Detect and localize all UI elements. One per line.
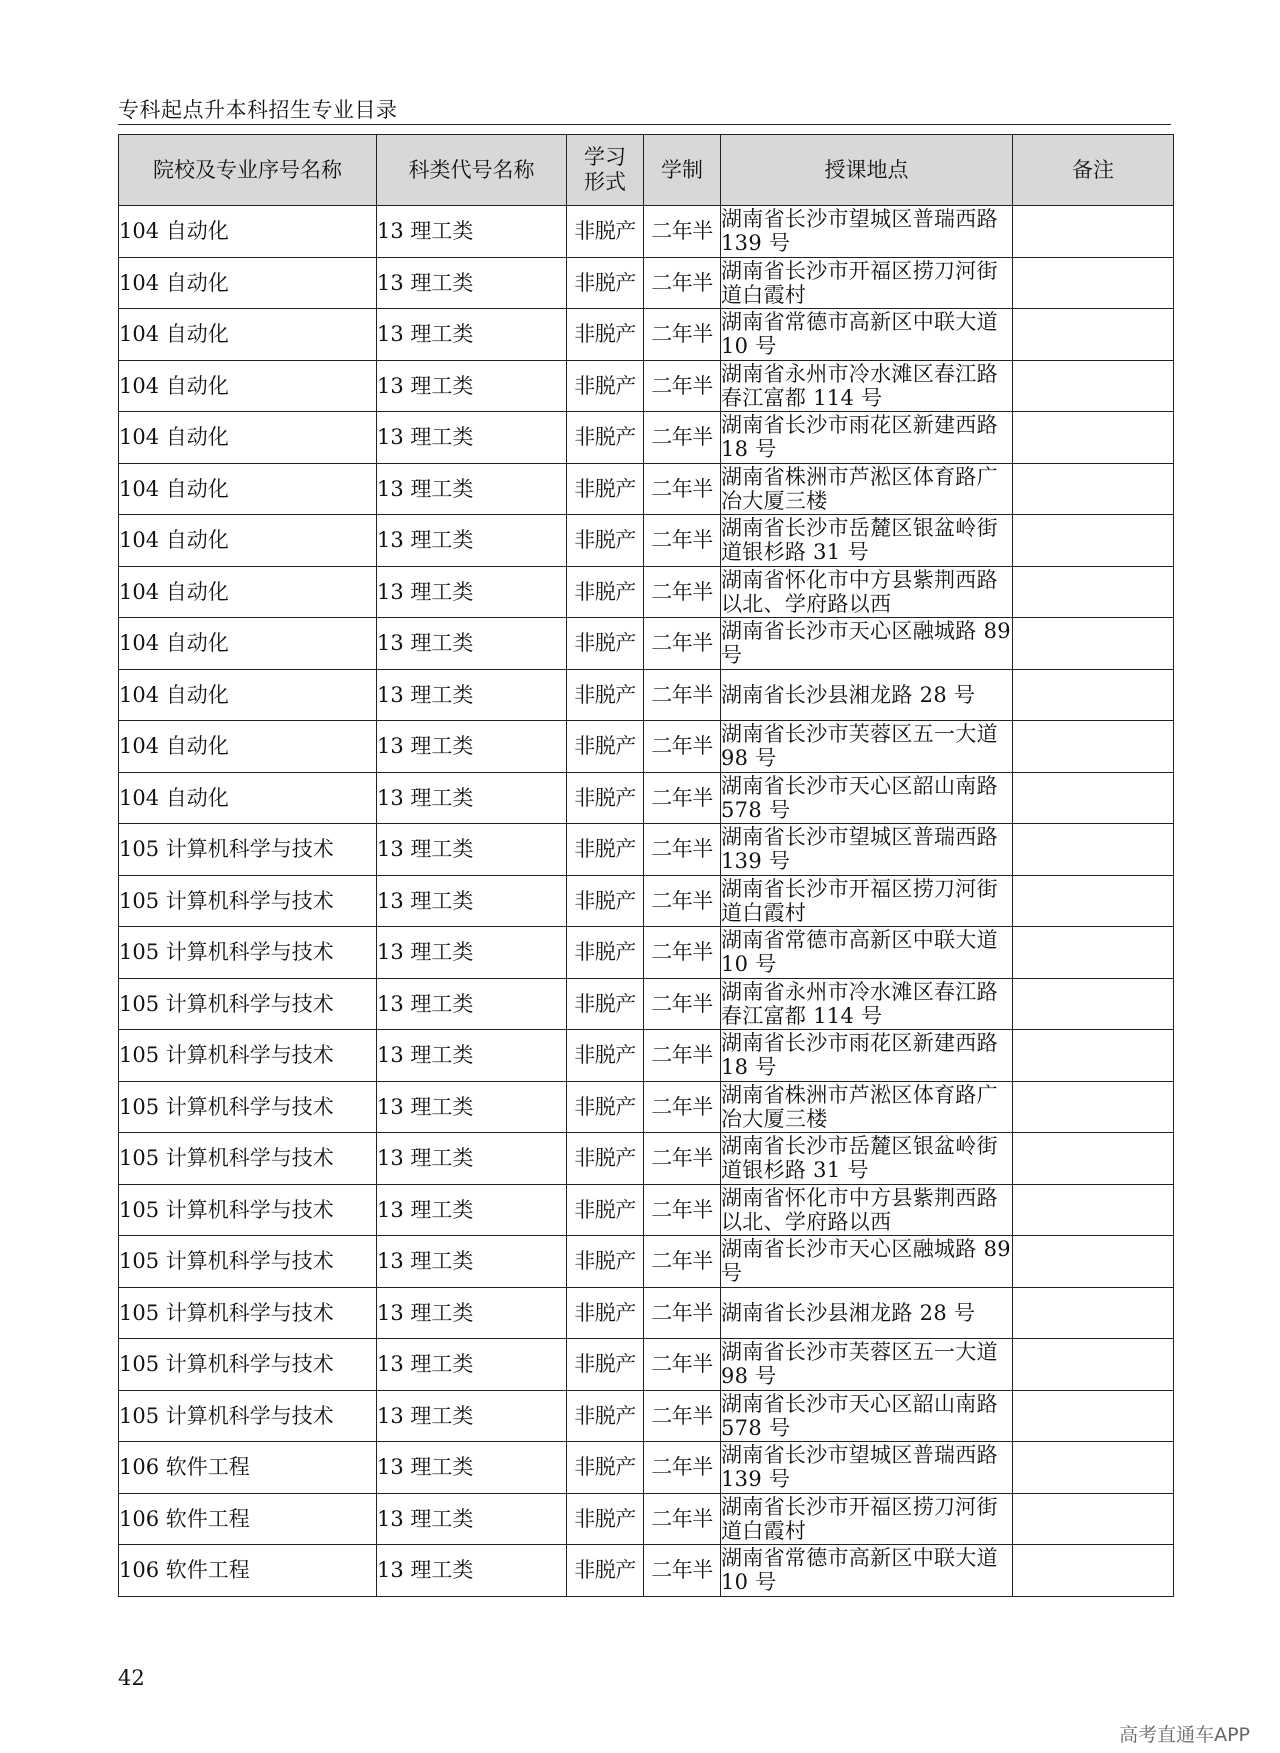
table-row (119, 875, 1174, 927)
cell-duration: 二年半 (644, 1184, 721, 1236)
table-body (119, 206, 1174, 1597)
cell-location: 湖南省长沙市天心区融城路 89 号 (721, 1237, 1011, 1286)
cell-major: 104 自动化 (119, 566, 377, 618)
cell-note (1013, 772, 1174, 824)
cell-location: 湖南省长沙市开福区捞刀河街道白霞村 (721, 1493, 1013, 1545)
cell-major: 105 计算机科学与技术 (119, 1287, 377, 1339)
cell-duration: 二年半 (644, 1030, 721, 1082)
cell-category: 13 理工类 (377, 463, 567, 515)
cell-location: 湖南省永州市冷水滩区春江路春江富都 114 号 (721, 978, 1013, 1030)
cell-duration: 二年半 (644, 309, 721, 361)
cell-form: 非脱产 (567, 515, 644, 567)
cell-form: 非脱产 (567, 978, 644, 1030)
cell-location: 湖南省常德市高新区中联大道 10 号 (721, 1545, 1013, 1597)
cell-major: 105 计算机科学与技术 (119, 1390, 377, 1442)
header-rule (118, 124, 1171, 125)
cell-note (1013, 875, 1174, 927)
col-header-duration: 学制 (644, 135, 721, 206)
cell-note (1013, 824, 1174, 876)
cell-location: 湖南省长沙县湘龙路 28 号 (721, 669, 1013, 721)
cell-note (1013, 1030, 1174, 1082)
cell-major: 105 计算机科学与技术 (119, 1133, 377, 1185)
cell-duration: 二年半 (644, 1442, 721, 1494)
cell-category: 13 理工类 (377, 1081, 567, 1133)
cell-category: 13 理工类 (377, 927, 567, 979)
cell-major: 105 计算机科学与技术 (119, 1030, 377, 1082)
cell-major: 105 计算机科学与技术 (119, 1236, 377, 1288)
cell-form: 非脱产 (567, 309, 644, 361)
table-row (119, 463, 1174, 515)
cell-note (1013, 257, 1174, 309)
table-row (119, 618, 1174, 670)
cell-note (1013, 412, 1174, 464)
cell-category: 13 理工类 (377, 1545, 567, 1597)
cell-category: 13 理工类 (377, 1236, 567, 1288)
watermark: 高考直通车APP (1119, 1724, 1250, 1746)
cell-duration: 二年半 (644, 1081, 721, 1133)
cell-note (1013, 1287, 1174, 1339)
cell-form: 非脱产 (567, 1030, 644, 1082)
col-header-category: 科类代号名称 (377, 135, 567, 206)
cell-note (1013, 1184, 1174, 1236)
cell-duration: 二年半 (644, 1545, 721, 1597)
cell-note (1013, 463, 1174, 515)
cell-category: 13 理工类 (377, 1184, 567, 1236)
cell-form: 非脱产 (567, 463, 644, 515)
table-row (119, 1133, 1174, 1185)
cell-note (1013, 1236, 1174, 1288)
cell-form: 非脱产 (567, 1442, 644, 1494)
cell-major: 105 计算机科学与技术 (119, 1081, 377, 1133)
cell-location: 湖南省怀化市中方县紫荆西路以北、学府路以西 (721, 1184, 1013, 1236)
cell-location: 湖南省长沙市望城区普瑞西路 139 号 (721, 206, 1013, 258)
cell-duration: 二年半 (644, 463, 721, 515)
cell-major: 105 计算机科学与技术 (119, 1184, 377, 1236)
cell-note (1013, 721, 1174, 773)
cell-duration: 二年半 (644, 1493, 721, 1545)
cell-category: 13 理工类 (377, 1442, 567, 1494)
table-row (119, 1339, 1174, 1391)
cell-form: 非脱产 (567, 824, 644, 876)
cell-category: 13 理工类 (377, 566, 567, 618)
cell-duration: 二年半 (644, 1287, 721, 1339)
table-row (119, 1287, 1174, 1339)
cell-category: 13 理工类 (377, 360, 567, 412)
cell-location: 湖南省长沙市岳麓区银盆岭街道银杉路 31 号 (721, 1133, 1013, 1185)
table-row (119, 1030, 1174, 1082)
cell-duration: 二年半 (644, 721, 721, 773)
cell-location: 湖南省常德市高新区中联大道 10 号 (721, 309, 1013, 361)
cell-form: 非脱产 (567, 1184, 644, 1236)
cell-major: 104 自动化 (119, 515, 377, 567)
cell-location: 湖南省株洲市芦淞区体育路广冶大厦三楼 (721, 1081, 1013, 1133)
cell-major: 106 软件工程 (119, 1442, 377, 1494)
cell-category: 13 理工类 (377, 669, 567, 721)
table-row (119, 1442, 1174, 1494)
cell-category: 13 理工类 (377, 1493, 567, 1545)
cell-major: 104 自动化 (119, 257, 377, 309)
cell-category: 13 理工类 (377, 978, 567, 1030)
cell-location: 湖南省长沙市望城区普瑞西路 139 号 (721, 1442, 1013, 1494)
cell-category: 13 理工类 (377, 824, 567, 876)
cell-duration: 二年半 (644, 618, 721, 670)
cell-note (1013, 1339, 1174, 1391)
cell-form: 非脱产 (567, 1493, 644, 1545)
table-row (119, 978, 1174, 1030)
cell-major: 104 自动化 (119, 669, 377, 721)
cell-duration: 二年半 (644, 515, 721, 567)
cell-note (1013, 927, 1174, 979)
cell-category: 13 理工类 (377, 618, 567, 670)
cell-note (1013, 978, 1174, 1030)
table-row (119, 1081, 1174, 1133)
cell-form: 非脱产 (567, 206, 644, 258)
cell-location: 湖南省长沙市天心区韶山南路 578 号 (721, 1390, 1013, 1442)
table-row (119, 824, 1174, 876)
cell-category: 13 理工类 (377, 206, 567, 258)
cell-category: 13 理工类 (377, 772, 567, 824)
catalog-table (118, 134, 1174, 1597)
cell-location: 湖南省长沙市开福区捞刀河街道白霞村 (721, 875, 1013, 927)
cell-location: 湖南省株洲市芦淞区体育路广冶大厦三楼 (721, 463, 1013, 515)
cell-category: 13 理工类 (377, 1339, 567, 1391)
cell-location: 湖南省长沙市岳麓区银盆岭街道银杉路 31 号 (721, 515, 1013, 567)
cell-form: 非脱产 (567, 1133, 644, 1185)
cell-duration: 二年半 (644, 257, 721, 309)
cell-note (1013, 309, 1174, 361)
cell-location: 湖南省长沙市天心区融城路 89 号 (721, 619, 1011, 668)
cell-major: 104 自动化 (119, 721, 377, 773)
cell-duration: 二年半 (644, 669, 721, 721)
cell-major: 106 软件工程 (119, 1545, 377, 1597)
table-row (119, 309, 1174, 361)
cell-location: 湖南省永州市冷水滩区春江路春江富都 114 号 (721, 360, 1013, 412)
cell-form: 非脱产 (567, 1390, 644, 1442)
table-header-row (119, 135, 1174, 206)
cell-major: 104 自动化 (119, 463, 377, 515)
table-row (119, 669, 1174, 721)
cell-duration: 二年半 (644, 1390, 721, 1442)
cell-form: 非脱产 (567, 566, 644, 618)
page-header-title: 专科起点升本科招生专业目录 (118, 98, 398, 122)
cell-category: 13 理工类 (377, 1390, 567, 1442)
cell-form: 非脱产 (567, 1081, 644, 1133)
cell-category: 13 理工类 (377, 721, 567, 773)
col-header-location: 授课地点 (721, 135, 1013, 206)
cell-category: 13 理工类 (377, 875, 567, 927)
table-row (119, 360, 1174, 412)
cell-note (1013, 360, 1174, 412)
cell-category: 13 理工类 (377, 1287, 567, 1339)
col-header-form: 学习 形式 (567, 135, 644, 206)
cell-form: 非脱产 (567, 927, 644, 979)
cell-location: 湖南省长沙市雨花区新建西路 18 号 (721, 412, 1013, 464)
cell-major: 104 自动化 (119, 360, 377, 412)
cell-duration: 二年半 (644, 875, 721, 927)
cell-note (1013, 515, 1174, 567)
cell-form: 非脱产 (567, 1287, 644, 1339)
table-row (119, 1493, 1174, 1545)
cell-form: 非脱产 (567, 360, 644, 412)
cell-category: 13 理工类 (377, 515, 567, 567)
cell-location: 湖南省长沙市望城区普瑞西路 139 号 (721, 824, 1013, 876)
cell-form: 非脱产 (567, 721, 644, 773)
cell-major: 105 计算机科学与技术 (119, 1339, 377, 1391)
cell-form: 非脱产 (567, 772, 644, 824)
cell-location: 湖南省长沙市芙蓉区五一大道 98 号 (721, 1339, 1013, 1391)
table-row (119, 721, 1174, 773)
cell-location: 湖南省长沙市雨花区新建西路 18 号 (721, 1030, 1013, 1082)
cell-major: 104 自动化 (119, 412, 377, 464)
cell-location: 湖南省长沙县湘龙路 28 号 (721, 1287, 1013, 1339)
cell-duration: 二年半 (644, 772, 721, 824)
cell-category: 13 理工类 (377, 257, 567, 309)
table-row (119, 1390, 1174, 1442)
cell-category: 13 理工类 (377, 1030, 567, 1082)
page-number: 42 (118, 1666, 145, 1690)
cell-note (1013, 566, 1174, 618)
cell-note (1013, 1493, 1174, 1545)
cell-form: 非脱产 (567, 1339, 644, 1391)
cell-major: 105 计算机科学与技术 (119, 824, 377, 876)
cell-major: 104 自动化 (119, 772, 377, 824)
cell-note (1013, 1133, 1174, 1185)
cell-note (1013, 206, 1174, 258)
cell-major: 104 自动化 (119, 618, 377, 670)
table-row (119, 257, 1174, 309)
cell-location: 湖南省长沙市芙蓉区五一大道 98 号 (721, 721, 1013, 773)
cell-major: 105 计算机科学与技术 (119, 978, 377, 1030)
cell-form: 非脱产 (567, 257, 644, 309)
cell-form: 非脱产 (567, 669, 644, 721)
table-row (119, 1236, 1174, 1288)
cell-note (1013, 618, 1174, 670)
cell-form: 非脱产 (567, 1236, 644, 1288)
cell-location: 湖南省长沙市开福区捞刀河街道白霞村 (721, 257, 1013, 309)
table-row (119, 206, 1174, 258)
cell-location: 湖南省常德市高新区中联大道 10 号 (721, 927, 1013, 979)
cell-note (1013, 1390, 1174, 1442)
cell-form: 非脱产 (567, 875, 644, 927)
cell-duration: 二年半 (644, 824, 721, 876)
cell-location: 湖南省怀化市中方县紫荆西路以北、学府路以西 (721, 566, 1013, 618)
table-row (119, 566, 1174, 618)
table-row (119, 412, 1174, 464)
col-header-note: 备注 (1013, 135, 1174, 206)
cell-note (1013, 1081, 1174, 1133)
cell-category: 13 理工类 (377, 309, 567, 361)
cell-category: 13 理工类 (377, 412, 567, 464)
cell-major: 104 自动化 (119, 206, 377, 258)
cell-form: 非脱产 (567, 412, 644, 464)
table-row (119, 1545, 1174, 1597)
cell-note (1013, 1442, 1174, 1494)
cell-duration: 二年半 (644, 412, 721, 464)
table-row (119, 515, 1174, 567)
cell-category: 13 理工类 (377, 1133, 567, 1185)
cell-duration: 二年半 (644, 927, 721, 979)
cell-major: 106 软件工程 (119, 1493, 377, 1545)
cell-location: 湖南省长沙市天心区韶山南路 578 号 (721, 772, 1013, 824)
table-row (119, 927, 1174, 979)
table-row (119, 1184, 1174, 1236)
cell-duration: 二年半 (644, 1133, 721, 1185)
cell-duration: 二年半 (644, 1339, 721, 1391)
cell-note (1013, 669, 1174, 721)
cell-major: 105 计算机科学与技术 (119, 927, 377, 979)
cell-form: 非脱产 (567, 1545, 644, 1597)
cell-duration: 二年半 (644, 566, 721, 618)
col-header-major: 院校及专业序号名称 (119, 135, 377, 206)
cell-major: 104 自动化 (119, 309, 377, 361)
cell-duration: 二年半 (644, 206, 721, 258)
cell-duration: 二年半 (644, 1236, 721, 1288)
table-row (119, 772, 1174, 824)
cell-form: 非脱产 (567, 618, 644, 670)
cell-note (1013, 1545, 1174, 1597)
cell-major: 105 计算机科学与技术 (119, 875, 377, 927)
cell-duration: 二年半 (644, 360, 721, 412)
cell-duration: 二年半 (644, 978, 721, 1030)
